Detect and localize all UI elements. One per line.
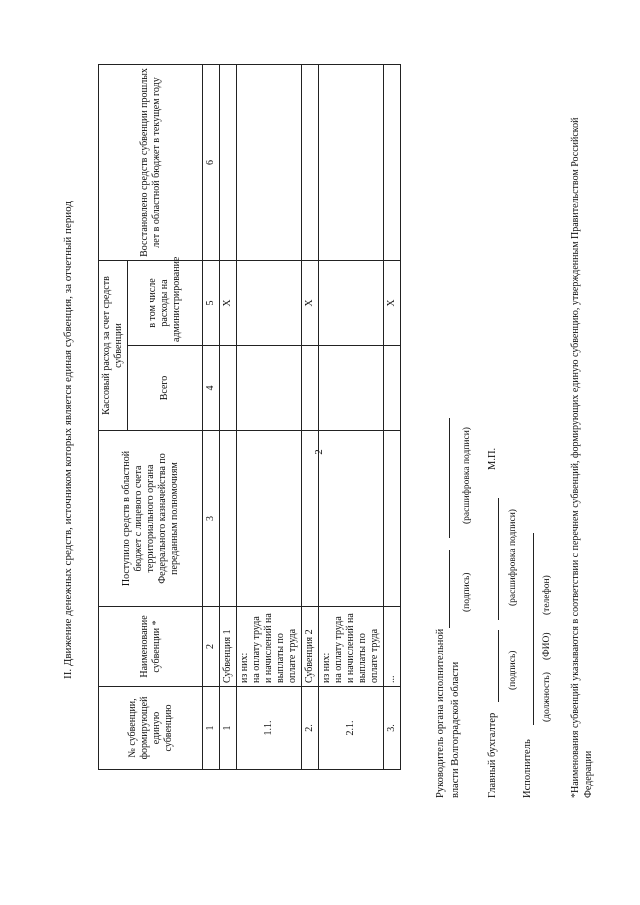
row-name: из них: на оплату труда и начислений на выплаты по оплате труда: [319, 607, 384, 687]
stamp-placeholder: М.П.: [487, 447, 498, 470]
accountant-signature-caption: (подпись): [508, 650, 518, 690]
cell-received: [384, 431, 401, 607]
executor-position-caption: (должность): [542, 672, 552, 722]
table-row: [319, 64, 384, 769]
row-name: Субвенция 1: [220, 607, 237, 687]
col-num: 4: [203, 346, 220, 431]
row-name: из них: на оплату труда и начислений на выплаты по оплате труда: [237, 607, 302, 687]
cell-admin: X: [220, 260, 237, 345]
cell-admin: X: [384, 260, 401, 345]
executor-fio-caption: (ФИО): [542, 632, 552, 660]
accountant-label: Главный бухгалтер: [487, 712, 498, 798]
row-number: 1: [220, 687, 237, 770]
head-signature-line: [438, 550, 450, 628]
page-number: 2: [312, 449, 325, 455]
header-cash-expense: Кассовый расход за счет средств субвенции: [99, 260, 128, 430]
col-num: 3: [203, 431, 220, 607]
cell-received: [302, 431, 319, 607]
head-label: Руководитель органа исполнительной: [435, 628, 446, 798]
col-num: 6: [203, 64, 220, 260]
cell-received: [319, 431, 384, 607]
cell-admin: X: [302, 260, 319, 345]
row-number: 2.1.: [319, 687, 384, 770]
cell-received: [237, 431, 302, 607]
header-subvention-name: Наименование субвенции *: [99, 607, 203, 687]
cell-restored: [302, 64, 319, 260]
col-num: 5: [203, 260, 220, 345]
head-label-2: власти Волгоградской области: [450, 661, 461, 798]
cell-total: [237, 346, 302, 431]
rotated-page-content: [50, 20, 640, 860]
header-restored-funds: Восстановлено средств субвенции прошлых лет в областной бюджет в текущем году: [99, 64, 203, 260]
column-number-row: [203, 64, 220, 769]
executor-label: Исполнитель: [522, 739, 533, 798]
cell-total: [220, 346, 237, 431]
accountant-decoding-line: [487, 498, 499, 620]
cell-restored: [319, 64, 384, 260]
table-row: [220, 64, 237, 769]
table-row: [302, 64, 319, 769]
section-title: II. Движение денежных средств, источником которых является единая субвенция, за отчетный период: [62, 201, 74, 679]
table-row: [384, 64, 401, 769]
footnote: *Наименования субвенций указываются в соответствии с перечнем субвенций, формирующих единую субвенцию, утвержденным Правительством Российской Федерации: [570, 117, 594, 798]
header-subvention-number: № субвенции, формирующей единую субвенцию: [99, 687, 203, 770]
accountant-signature-line: [487, 630, 499, 702]
cell-restored: [237, 64, 302, 260]
table-row: [237, 64, 302, 769]
header-row-1: [99, 64, 128, 769]
header-total: Всего: [128, 346, 203, 431]
accountant-decoding-caption: (расшифровка подписи): [508, 509, 518, 606]
executor-line: [522, 533, 534, 725]
cell-received: [220, 431, 237, 607]
cell-restored: [384, 64, 401, 260]
cell-admin: [319, 260, 384, 345]
row-number: 3.: [384, 687, 401, 770]
cell-admin: [237, 260, 302, 345]
cell-restored: [220, 64, 237, 260]
head-decoding-caption: (расшифровка подписи): [462, 427, 472, 524]
col-num: 2: [203, 607, 220, 687]
row-number: 2.: [302, 687, 319, 770]
subvention-table: [98, 64, 401, 770]
col-num: 1: [203, 687, 220, 770]
header-received-funds: Поступило средств в областной бюджет с лицевого счета территориального органа Федерального казначейства по переданным полномочиям: [99, 431, 203, 607]
head-decoding-line: [438, 418, 450, 538]
row-number: 1.1.: [237, 687, 302, 770]
head-signature-caption: (подпись): [462, 572, 472, 612]
executor-phone-caption: (телефон): [542, 575, 552, 615]
cell-total: [384, 346, 401, 431]
row-name: Субвенция 2: [302, 607, 319, 687]
cell-total: [319, 346, 384, 431]
cell-total: [302, 346, 319, 431]
header-admin-expense: в том числе расходы на администрирование: [128, 260, 203, 345]
row-name: ...: [384, 607, 401, 687]
